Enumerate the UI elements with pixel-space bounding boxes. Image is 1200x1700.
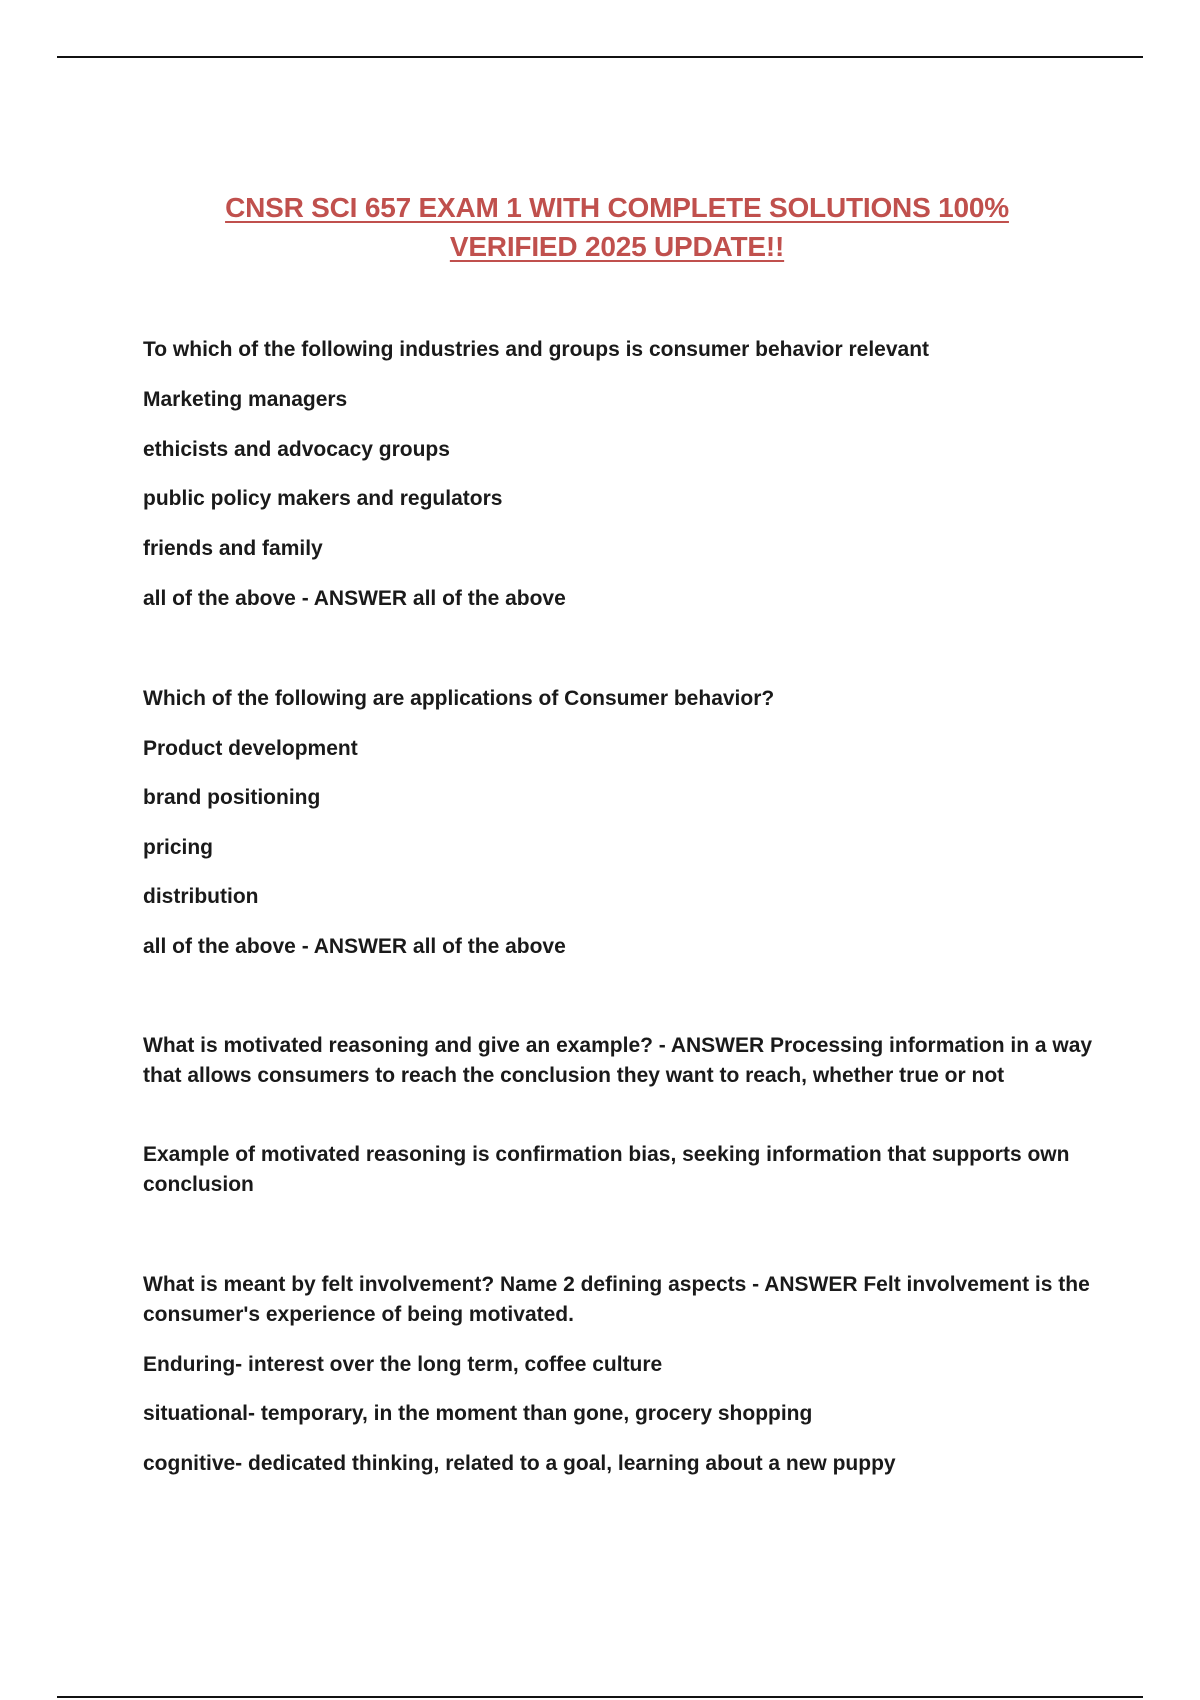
question-3: What is motivated reasoning and give an example? - ANSWER Processing information in a way that allows consumers to reach the conclusion they want to reach, whether true or not [143, 1034, 1093, 1087]
question-4: What is meant by felt involvement? Name 2 defining aspects - ANSWER Felt involvement is the consumer's experience of being motivated. [143, 1273, 1090, 1326]
q3-example: Example of motivated reasoning is confirmation bias, seeking information that supports own conclusion [143, 1143, 1070, 1196]
bottom-rule [57, 1696, 1143, 1698]
q1-option: friends and family [143, 537, 323, 560]
title-line-2: VERIFIED 2025 UPDATE!! [449, 231, 785, 262]
q2-option: distribution [143, 885, 259, 908]
q2-option: pricing [143, 836, 214, 859]
question-2: Which of the following are applications of Consumer behavior? [143, 687, 775, 710]
q2-option: brand positioning [143, 786, 321, 809]
q2-answer: all of the above - ANSWER all of the above [143, 935, 566, 958]
q1-option: Marketing managers [143, 388, 348, 411]
q4-aspect: situational- temporary, in the moment than gone, grocery shopping [143, 1402, 813, 1425]
q1-option: ethicists and advocacy groups [143, 438, 450, 461]
q1-option: public policy makers and regulators [143, 487, 503, 510]
title-line-1: CNSR SCI 657 EXAM 1 WITH COMPLETE SOLUTIONS 100% [225, 192, 1009, 223]
q4-aspect: Enduring- interest over the long term, coffee culture [143, 1353, 663, 1376]
question-1: To which of the following industries and groups is consumer behavior relevant [143, 338, 930, 361]
q2-option: Product development [143, 737, 358, 760]
q1-answer: all of the above - ANSWER all of the above [143, 587, 566, 610]
q4-aspect: cognitive- dedicated thinking, related to a goal, learning about a new puppy [143, 1452, 896, 1475]
